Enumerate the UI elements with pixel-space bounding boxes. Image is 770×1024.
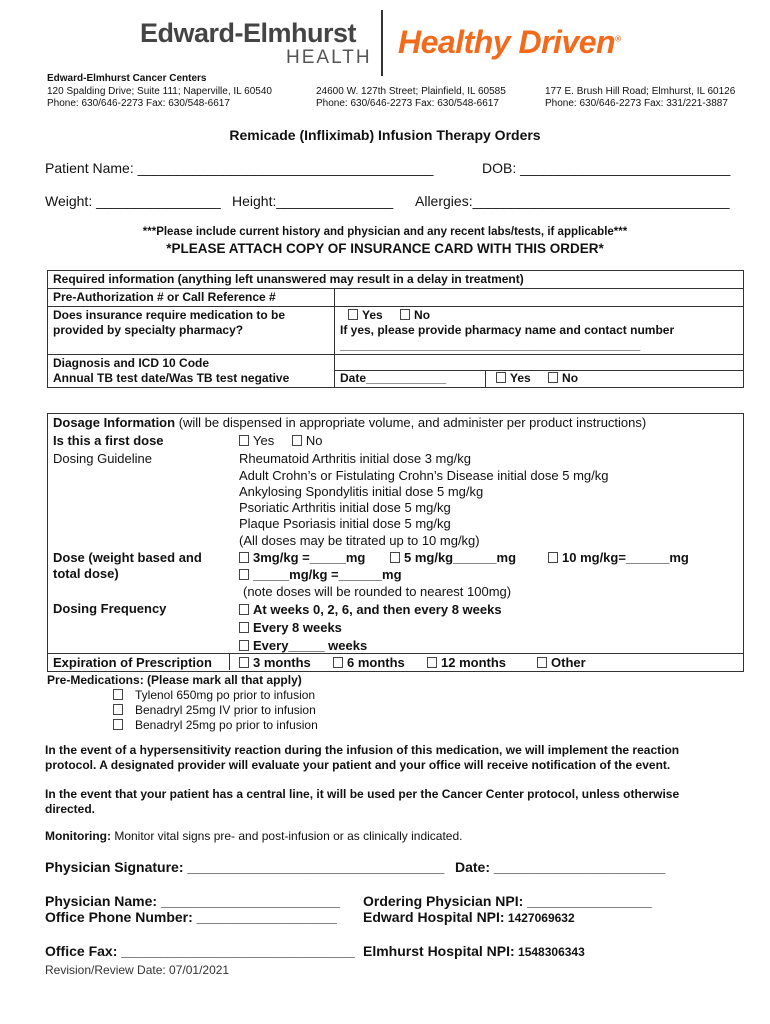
premed-item <box>113 688 318 703</box>
physician-name-field[interactable]: Physician Name: _______________________ <box>45 893 341 909</box>
dose-5mg-label: 5 mg/kg______mg <box>404 550 517 565</box>
elmhurst-npi-value: 1548306343 <box>514 945 585 959</box>
freq-1-label: At weeks 0, 2, 6, and then every 8 weeks <box>253 602 502 617</box>
exp-12mo-checkbox[interactable] <box>427 657 437 668</box>
healthy-driven-text: Healthy Driven <box>398 24 616 60</box>
monitoring-label: Monitoring: <box>45 829 111 843</box>
dose-custom-checkbox[interactable] <box>239 569 249 580</box>
required-info-table <box>47 270 744 388</box>
exp-6mo-checkbox[interactable] <box>333 657 343 668</box>
frequency-label: Dosing Frequency <box>53 601 167 616</box>
dose-rounding-note: (note doses will be rounded to nearest 100mg) <box>243 584 512 599</box>
first-dose-options <box>239 433 322 449</box>
phone-elmhurst: Phone: 630/646-2273 Fax: 331/221-3887 <box>545 98 728 109</box>
premed-benadryl-iv-checkbox[interactable] <box>113 704 123 715</box>
premeds-label: Pre-Medications: (Please mark all that apply) <box>47 673 302 687</box>
specialty-question-2: provided by specialty pharmacy? <box>53 323 244 337</box>
edward-npi <box>363 909 575 925</box>
diagnosis-label: Diagnosis and ICD 10 Code <box>53 356 210 370</box>
dob-field[interactable]: DOB: ___________________________ <box>482 160 731 176</box>
exp-other-checkbox[interactable] <box>537 657 547 668</box>
exp-3mo-label: 3 months <box>253 655 311 670</box>
first-dose-label: Is this a first dose <box>53 433 164 448</box>
phone-naperville: Phone: 630/646-2273 Fax: 630/548-6617 <box>47 98 230 109</box>
address-elmhurst: 177 E. Brush Hill Road; Elmhurst, IL 60126 <box>545 86 736 97</box>
pharmacy-note: If yes, please provide pharmacy name and contact number <box>340 323 675 337</box>
height-field[interactable]: Height:_______________ <box>232 193 394 209</box>
office-fax-field[interactable]: Office Fax: ______________________________ <box>45 943 355 959</box>
dosage-heading <box>53 415 646 431</box>
premed-tylenol-checkbox[interactable] <box>113 689 123 700</box>
physician-signature-field[interactable]: Physician Signature: _________________________________ <box>45 859 445 875</box>
freq-1-checkbox[interactable] <box>239 604 249 615</box>
expiration-col-divider <box>229 653 230 670</box>
dose-custom-label: _____mg/kg =______mg <box>253 567 402 582</box>
guideline-psa: Psoriatic Arthritis initial dose 5 mg/kg <box>239 500 451 515</box>
revision-date: Revision/Review Date: 07/01/2021 <box>45 963 230 977</box>
logo-divider <box>381 10 383 76</box>
tb-no-label: No <box>562 371 579 385</box>
premed-item <box>113 718 318 733</box>
specialty-label-cell <box>48 307 335 355</box>
specialty-yes-checkbox[interactable] <box>348 309 358 320</box>
premed-benadryl-po-label: Benadryl 25mg po prior to infusion <box>135 718 318 732</box>
diagnosis-answer-cell <box>335 355 744 388</box>
signature-date-field[interactable]: Date: ______________________ <box>455 859 666 875</box>
office-phone-field[interactable]: Office Phone Number: __________________ <box>45 909 337 925</box>
expiration-label: Expiration of Prescription <box>53 655 212 670</box>
history-note: ***Please include current history and physician and any recent labs/tests, if applicable*** <box>142 226 628 238</box>
frequency-option-1 <box>239 602 502 618</box>
logo-main-text: Edward-Elmhurst <box>140 18 357 48</box>
expiration-12mo <box>427 655 506 671</box>
pharmacy-line[interactable]: _____________________________________________ <box>340 338 641 352</box>
dose-option-custom <box>239 567 402 583</box>
freq-2-checkbox[interactable] <box>239 622 249 633</box>
logo-sub-text: HEALTH <box>286 47 372 68</box>
tb-label: Annual TB test date/Was TB test negative <box>53 371 290 385</box>
hypersensitivity-paragraph: In the event of a hypersensitivity reaction during the infusion of this medication, we will implement the reaction protocol. A designated provider will evaluate your patient and your office will receive notification of the event. <box>45 743 680 772</box>
exp-other-label: Other <box>551 655 586 670</box>
dosage-heading-bold: Dosage Information <box>53 415 176 430</box>
specialty-question-1: Does insurance require medication to be <box>53 308 286 322</box>
premed-benadryl-po-checkbox[interactable] <box>113 719 123 730</box>
dose-option-5mg <box>390 550 516 566</box>
dose-3mg-label: 3mg/kg =_____mg <box>253 550 366 565</box>
specialty-answer-cell <box>335 307 744 355</box>
insurance-note: *PLEASE ATTACH COPY OF INSURANCE CARD WITH THIS ORDER* <box>166 241 604 256</box>
first-dose-yes-checkbox[interactable] <box>239 435 249 446</box>
specialty-yes-label: Yes <box>362 308 383 322</box>
expiration-3mo <box>239 655 311 671</box>
premed-benadryl-iv-label: Benadryl 25mg IV prior to infusion <box>135 703 316 717</box>
guideline-crohns: Adult Crohn’s or Fistulating Crohn’s Disease initial dose 5 mg/kg <box>239 468 609 483</box>
dose-label-line1: Dose (weight based and <box>53 550 202 565</box>
dose-5mg-checkbox[interactable] <box>390 552 400 563</box>
allergies-field[interactable]: Allergies:_________________________________ <box>415 193 730 209</box>
diagnosis-input[interactable] <box>335 355 743 371</box>
preauth-label-cell <box>48 289 335 307</box>
patient-name-field[interactable]: Patient Name: ______________________________________ <box>45 160 434 176</box>
preauth-label: Pre-Authorization # or Call Reference # <box>53 290 276 304</box>
edward-npi-label: Edward Hospital NPI: <box>363 909 505 925</box>
dosage-heading-rest: (will be dispensed in appropriate volume, and administer per product instructions) <box>175 415 647 430</box>
required-heading: Required information (anything left unanswered may result in a delay in treatment) <box>53 272 524 286</box>
guideline-ra: Rheumatoid Arthritis initial dose 3 mg/kg <box>239 451 471 466</box>
elmhurst-npi <box>363 943 585 959</box>
specialty-no-label: No <box>414 308 431 322</box>
dose-3mg-checkbox[interactable] <box>239 552 249 563</box>
edward-npi-value: 1427069632 <box>504 911 575 925</box>
dose-10mg-label: 10 mg/kg=______mg <box>562 550 689 565</box>
first-dose-no-checkbox[interactable] <box>292 435 302 446</box>
guideline-titration: (All doses may be titrated up to 10 mg/kg) <box>239 533 480 548</box>
ordering-npi-field[interactable]: Ordering Physician NPI: ________________ <box>363 893 652 909</box>
elmhurst-npi-label: Elmhurst Hospital NPI: <box>363 943 515 959</box>
tb-no-checkbox[interactable] <box>548 372 558 383</box>
expiration-divider <box>47 653 744 654</box>
required-heading-cell <box>48 271 744 289</box>
expiration-other <box>537 655 586 671</box>
tb-yes-label: Yes <box>510 371 531 385</box>
dose-option-10mg <box>548 550 689 566</box>
monitoring-text: Monitor vital signs pre- and post-infusion or as clinically indicated. <box>110 829 463 843</box>
dose-10mg-checkbox[interactable] <box>548 552 558 563</box>
first-dose-yes-label: Yes <box>253 433 275 448</box>
weight-field[interactable]: Weight: ________________ <box>45 193 221 209</box>
tb-date-field[interactable]: Date____________ <box>335 371 486 387</box>
phone-plainfield: Phone: 630/646-2273 Fax: 630/548-6617 <box>316 98 499 109</box>
frequency-option-2 <box>239 620 342 636</box>
org-name: Edward-Elmhurst Cancer Centers <box>47 73 207 84</box>
freq-2-label: Every 8 weeks <box>253 620 342 635</box>
premed-tylenol-label: Tylenol 650mg po prior to infusion <box>135 688 316 702</box>
expiration-6mo <box>333 655 405 671</box>
tb-yes-checkbox[interactable] <box>496 372 506 383</box>
freq-3-checkbox[interactable] <box>239 640 249 651</box>
address-naperville: 120 Spalding Drive; Suite 111; Naperville, IL 60540 <box>47 86 272 97</box>
exp-3mo-checkbox[interactable] <box>239 657 249 668</box>
dosing-guideline-label: Dosing Guideline <box>53 451 153 466</box>
first-dose-no-label: No <box>305 433 323 448</box>
specialty-no-checkbox[interactable] <box>400 309 410 320</box>
central-line-paragraph: In the event that your patient has a central line, it will be used per the Cancer Center protocol, unless otherwise directed. <box>45 787 680 816</box>
guideline-plaque: Plaque Psoriasis initial dose 5 mg/kg <box>239 516 451 531</box>
healthy-driven-logo: Healthy Driven® <box>398 24 621 60</box>
guideline-as: Ankylosing Spondylitis initial dose 5 mg/kg <box>239 484 484 499</box>
premeds-list <box>113 688 318 733</box>
diagnosis-label-cell <box>48 355 335 388</box>
page-title: Remicade (Infliximab) Infusion Therapy Orders <box>229 127 541 143</box>
dose-option-3mg <box>239 550 365 566</box>
exp-6mo-label: 6 months <box>347 655 405 670</box>
monitoring-paragraph <box>45 829 462 844</box>
address-plainfield: 24600 W. 127th Street; Plainfield, IL 60585 <box>316 86 506 97</box>
frequency-option-3 <box>239 638 367 654</box>
exp-12mo-label: 12 months <box>441 655 507 670</box>
dose-label-line2: total dose) <box>53 566 119 581</box>
preauth-input-cell[interactable] <box>335 289 744 307</box>
edward-elmhurst-logo <box>140 18 372 68</box>
freq-3-label: Every_____ weeks <box>253 638 368 653</box>
premed-item <box>113 703 318 718</box>
